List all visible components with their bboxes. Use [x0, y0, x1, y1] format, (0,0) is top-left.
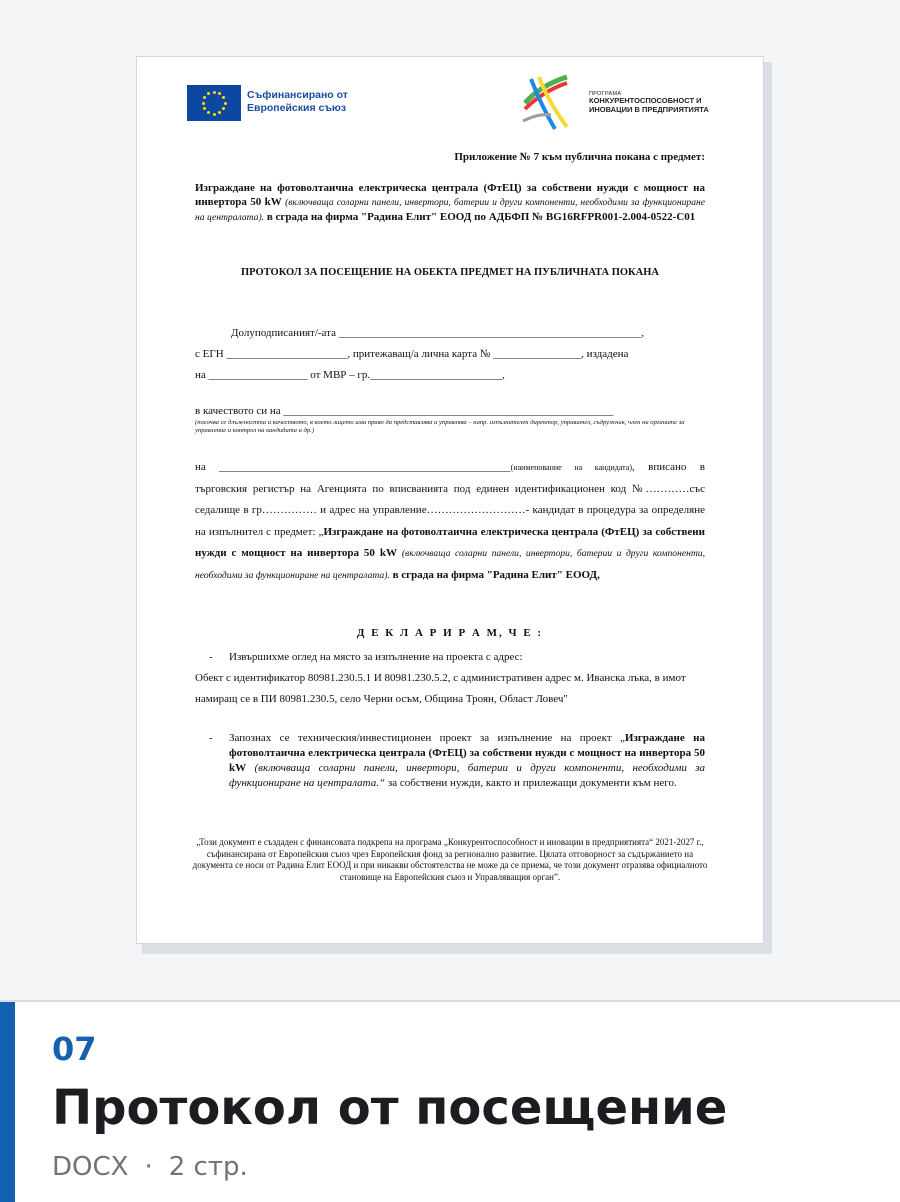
- declaration-1: [195, 647, 705, 710]
- eu-line2: Европейския съюз: [247, 102, 347, 115]
- eu-line1: Съфинансирано от: [247, 89, 348, 101]
- candidate-paragraph: [195, 457, 705, 586]
- candidate-end: в сграда на фирма "Радина Елит" ЕООД,: [392, 568, 600, 581]
- program-logo-text: [589, 91, 709, 115]
- accent-bar: [0, 1002, 15, 1202]
- eu-star-icon: [218, 111, 221, 114]
- file-title[interactable]: Протокол от посещение: [52, 1080, 728, 1136]
- declaration-2: [195, 731, 705, 790]
- eu-logo-text: [247, 89, 348, 115]
- subject-end: в сграда на фирма "Радина Елит" ЕООД по АДБФП № BG16RFPR001-2.004-0522-C01: [266, 210, 696, 223]
- annex-heading: Приложение № 7 към публична покана с предмет:: [454, 151, 705, 163]
- signatory-line-1: Долуподписаният/-ата _______________________________________________________,: [231, 327, 644, 339]
- decl2-start: Запознах се техническия/инвестиционен проект за изпълнение на проект „: [229, 732, 625, 744]
- eu-star-icon: [207, 111, 210, 114]
- file-pages: 2 стр.: [168, 1152, 248, 1182]
- bullet-1: -: [209, 651, 213, 663]
- declaration-1-address: Обект с идентификатор 80981.230.5.1 И 80981.230.5.2, с административен адрес м. Иванска лъка, в имот намиращ се в ПИ 80981.230.5, село Черни осъм, Община Троян, Област Ловеч": [195, 672, 686, 705]
- eu-star-icon: [213, 113, 216, 116]
- document-preview[interactable]: [136, 56, 764, 944]
- file-caption-card[interactable]: [0, 1000, 900, 1202]
- meta-separator: ·: [144, 1152, 153, 1182]
- capacity-note: (посочва се длъжността и качеството, в което лицето има право да представлява и управлява – напр. изпълнителен директор, управител, съдружник, член на органите за управление и контрол на кандидата и др.): [195, 419, 685, 435]
- eu-star-icon: [203, 107, 206, 110]
- eu-star-icon: [218, 92, 221, 95]
- decl2-italic: (включваща соларни панели, инвертори, батерии и други компоненти, необходими за функциониране на централата.“: [229, 761, 706, 789]
- subject-italic: (включваща соларни панели, инвертори, батерии и други компоненти, необходими за функциониране на централата).: [195, 197, 706, 223]
- signatory-line-3: на __________________ от МВР – гр.________________________,: [195, 369, 505, 381]
- subject-bold: Изграждане на фотоволтаична електрическа централа (ФтЕЦ) за собствени нужди с мощност на инвертора 50 kW: [195, 182, 705, 209]
- declare-title: Д Е К Л А Р И Р А М, Ч Е :: [356, 627, 544, 639]
- capacity-line: в качеството си на ____________________________________________________________: [195, 405, 614, 417]
- eu-flag-logo: [187, 85, 241, 121]
- decl2-end: за собствени нужди, както и прилежащи документи към него.: [385, 776, 677, 789]
- decl2-bold: Изграждане на фотоволтаична електрическа централа (ФтЕЦ) за собствени нужди с мощност на инвертора 50 kW: [229, 732, 705, 774]
- declaration-1-text: Извършихме оглед на място за изпълнение на проекта с адрес:: [229, 651, 523, 663]
- subject-paragraph: [195, 181, 705, 224]
- candidate-bold: Изграждане на фотоволтаична електрическа централа (ФтЕЦ) за собствени нужди с мощност на инвертора 50 kW: [195, 525, 705, 559]
- protocol-title: ПРОТОКОЛ ЗА ПОСЕЩЕНИЕ НА ОБЕКТА ПРЕДМЕТ НА ПУБЛИЧНАТА ПОКАНА: [240, 267, 660, 278]
- eu-star-icon: [224, 102, 227, 105]
- candidate-italic: (включваща соларни панели, инвертори, батерии и други компоненти, необходими за функциониране на централата).: [195, 548, 705, 581]
- declaration-2-text: [229, 731, 705, 790]
- eu-star-icon: [222, 96, 225, 99]
- candidate-text: , вписано в търговския регистър на Агенцията по вписванията под единен идентификационен код №…………със седалище в гр…………… и адрес на управление………………………- кандидат в процедура за определяне на изпълнител с предмет: „: [195, 461, 705, 538]
- signatory-lines: [195, 323, 705, 386]
- file-meta: [52, 1152, 248, 1182]
- eu-star-icon: [203, 96, 206, 99]
- capacity-block: [195, 405, 705, 435]
- program-line2: ИНОВАЦИИ В ПРЕДПРИЯТИЯТА: [589, 104, 709, 114]
- eu-star-icon: [213, 91, 216, 94]
- file-number: 07: [52, 1030, 97, 1068]
- program-small: ПРОГРАМА: [589, 91, 622, 97]
- program-logo-icon: [521, 75, 571, 131]
- header-logos: [195, 75, 709, 135]
- candidate-small: (наименование на кандидата): [510, 463, 632, 472]
- candidate-start: на _____________________________________________________: [195, 461, 511, 473]
- eu-star-icon: [207, 92, 210, 95]
- eu-star-icon: [202, 102, 205, 105]
- funding-footnote: „Този документ е създаден с финансовата подкрепа на програма „Конкурентоспособност и иновации в предприятията“ 2021-2027 г., съфинансирана от Европейския съюз чрез Европейския фонд за регионално развитие. Цялата отговорност за съдържанието на документа се носи от Радина Елит ЕООД и при никакви обстоятелства не може да се приема, че този документ отразява официалното становище на Европейския съюз и Управляващия орган”.: [192, 837, 708, 883]
- file-format: DOCX: [52, 1152, 129, 1182]
- bullet-2: -: [209, 732, 213, 744]
- eu-star-icon: [222, 107, 225, 110]
- program-line1: КОНКУРЕНТОСПОСОБНОСТ И: [589, 96, 702, 106]
- signatory-line-2: с ЕГН ______________________, притежаващ/а лична карта № ________________, издадена: [195, 348, 629, 360]
